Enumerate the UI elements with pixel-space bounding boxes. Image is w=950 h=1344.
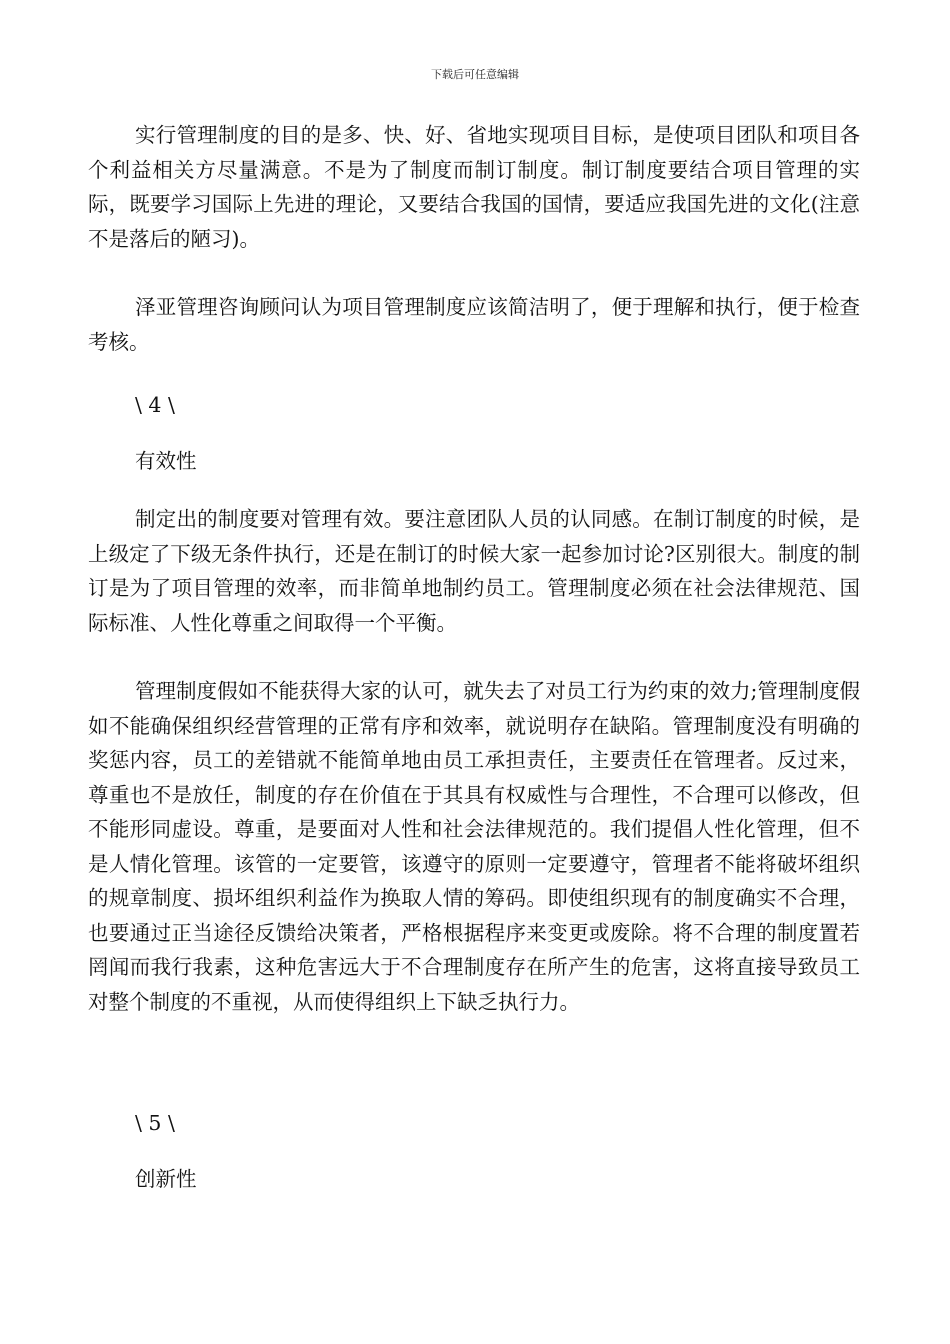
section-title-innovation: 创新性 [135,1167,197,1191]
paragraph-effectiveness: 制定出的制度要对管理有效。要注意团队人员的认同感。在制订制度的时候，是上级定了下级无条件执行，还是在制订的时候大家一起参加讨论?区别很大。制度的制订是为了项目管理的效率，而非简单地制约员工。管理制度必须在社会法律规范、国际标准、人性化尊重之间取得一个平衡。 [88,507,860,635]
paragraph-consultant-view: 泽亚管理咨询顾问认为项目管理制度应该简洁明了，便于理解和执行，便于检查考核。 [88,295,860,354]
section-title-effectiveness: 有效性 [135,449,197,473]
paragraph-purpose: 实行管理制度的目的是多、快、好、省地实现项目目标，是使项目团队和项目各个利益相关方尽量满意。不是为了制度而制订制度。制订制度要结合项目管理的实际，既要学习国际上先进的理论，又要结合我国的国情，要适应我国先进的文化(注意不是落后的陋习)。 [88,123,860,251]
section-number-4: \ 4 \ [135,393,175,417]
paragraph-recognition: 管理制度假如不能获得大家的认可，就失去了对员工行为约束的效力;管理制度假如不能确保组织经营管理的正常有序和效率，就说明存在缺陷。管理制度没有明确的奖惩内容，员工的差错就不能简单地由员工承担责任，主要责任在管理者。反过来，尊重也不是放任，制度的存在价值在于其具有权威性与合理性，不合理可以修改，但不能形同虚设。尊重，是要面对人性和社会法律规范的。我们提倡人性化管理，但不是人情化管理。该管的一定要管，该遵守的原则一定要遵守，管理者不能将破坏组织的规章制度、损坏组织利益作为换取人情的筹码。即使组织现有的制度确实不合理，也要通过正当途径反馈给决策者，严格根据程序来变更或废除。将不合理的制度置若罔闻而我行我素，这种危害远大于不合理制度存在所产生的危害，这将直接导致员工对整个制度的不重视，从而使得组织上下缺乏执行力。 [88,679,860,1014]
section-number-5: \ 5 \ [135,1111,175,1135]
page-header: 下载后可任意编辑 [431,68,519,81]
